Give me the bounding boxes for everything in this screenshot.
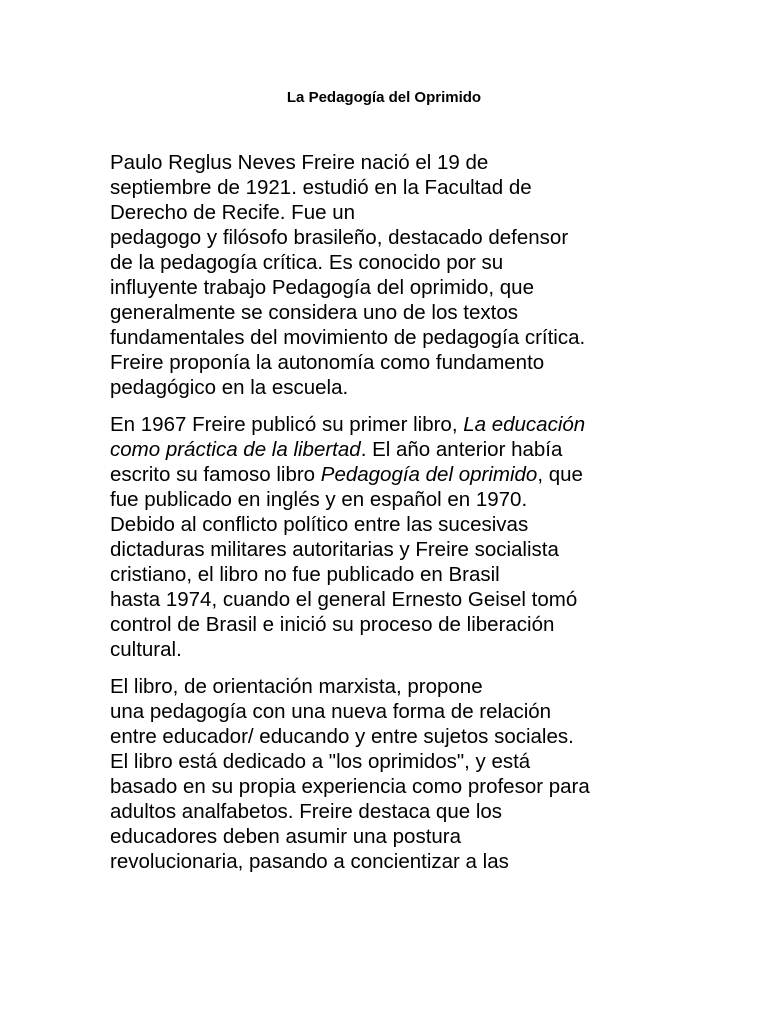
text-segment: fundamentales del movimiento de pedagogía crítica. (110, 326, 586, 349)
text-line (110, 849, 670, 874)
text-segment: dictaduras militares autoritarias y Freire socialista (110, 538, 559, 561)
text-segment: hasta 1974, cuando el general Ernesto Geisel tomó (110, 588, 578, 611)
text-segment: adultos analfabetos. Freire destaca que los (110, 800, 503, 823)
text-segment: cultural. (110, 638, 182, 661)
text-segment: , que (537, 463, 583, 486)
text-line (110, 412, 670, 437)
italic-text: como práctica de la libertad (110, 438, 361, 461)
text-segment: basado en su propia experiencia como profesor para (110, 775, 590, 798)
text-line (110, 512, 670, 537)
text-segment: septiembre de 1921. estudió en la Facultad de (110, 176, 532, 199)
text-segment: Paulo Reglus Neves Freire nació el 19 de (110, 151, 489, 174)
paragraph (110, 412, 670, 662)
text-line (110, 275, 670, 300)
text-line (110, 200, 670, 225)
document-body (110, 150, 670, 886)
text-segment: Debido al conflicto político entre las sucesivas (110, 513, 529, 536)
text-line (110, 824, 670, 849)
text-segment: de la pedagogía crítica. Es conocido por su (110, 251, 504, 274)
text-line (110, 774, 670, 799)
text-line (110, 437, 670, 462)
text-segment: educadores deben asumir una postura (110, 825, 462, 848)
text-line (110, 300, 670, 325)
text-line (110, 487, 670, 512)
text-segment: El libro, de orientación marxista, propone (110, 675, 483, 698)
text-segment: generalmente se considera uno de los textos (110, 301, 518, 324)
text-line (110, 462, 670, 487)
text-segment: fue publicado en inglés y en español en 1970. (110, 488, 528, 511)
text-line (110, 150, 670, 175)
text-line (110, 375, 670, 400)
text-segment: influyente trabajo Pedagogía del oprimido, que (110, 276, 534, 299)
text-line (110, 699, 670, 724)
text-line (110, 250, 670, 275)
text-segment: . El año anterior había (360, 438, 563, 461)
text-line (110, 587, 670, 612)
text-line (110, 175, 670, 200)
text-segment: Freire proponía la autonomía como fundamento (110, 351, 545, 374)
text-segment: Derecho de Recife. Fue un (110, 201, 355, 224)
text-segment: control de Brasil e inició su proceso de liberación (110, 613, 555, 636)
paragraph (110, 150, 670, 400)
text-line (110, 612, 670, 637)
text-line (110, 325, 670, 350)
text-line (110, 537, 670, 562)
text-segment: escrito su famoso libro (110, 463, 321, 486)
text-line (110, 225, 670, 250)
text-segment: una pedagogía con una nueva forma de relación (110, 700, 552, 723)
italic-text: La educación (463, 413, 586, 436)
text-line (110, 674, 670, 699)
text-line (110, 749, 670, 774)
text-segment: entre educador/ educando y entre sujetos sociales. (110, 725, 574, 748)
text-segment: El libro está dedicado a "los oprimidos", y está (110, 750, 531, 773)
text-line (110, 724, 670, 749)
document-title: La Pedagogía del Oprimido (286, 89, 482, 106)
text-segment: pedagogo y filósofo brasileño, destacado defensor (110, 226, 569, 249)
text-segment: pedagógico en la escuela. (110, 376, 349, 399)
italic-text: Pedagogía del oprimido (320, 463, 538, 486)
text-segment: revolucionaria, pasando a concientizar a las (110, 850, 509, 873)
paragraph (110, 674, 670, 874)
text-segment: En 1967 Freire publicó su primer libro, (110, 413, 464, 436)
text-line (110, 799, 670, 824)
text-line (110, 562, 670, 587)
text-line (110, 637, 670, 662)
text-segment: cristiano, el libro no fue publicado en Brasil (110, 563, 500, 586)
text-line (110, 350, 670, 375)
